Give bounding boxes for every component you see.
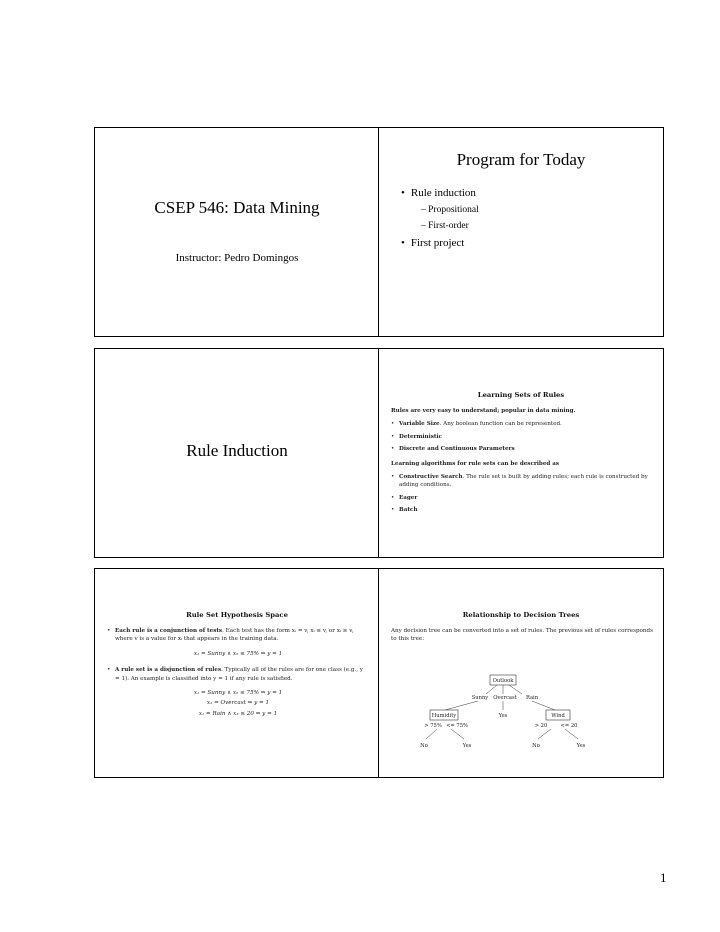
tree-branch-label: <= 20 [560,723,578,729]
sub-bullet-item [421,220,479,233]
slide-rule-induction [94,348,380,558]
tree-leaf-label: No [420,743,428,749]
slide-4-body [391,407,653,519]
sub-bullet-label: First-order [428,220,469,231]
dash-icon: – [421,220,426,231]
tree-branch-label: Rain [525,695,539,701]
formula: x₁ = Sunny ∧ x₂ ≤ 75% ⇒ y = 1 [193,650,283,657]
bullet-item [401,236,479,251]
formula: x₁ = Overcast ⇒ y = 1 [206,700,270,707]
tree-leaf-label: Yes [462,743,472,749]
formula-block [107,689,369,718]
sub-bullet-label: Propositional [428,204,479,215]
slide-2-bullets [401,184,479,251]
tree-leaf-label: Yes [498,713,508,719]
tree-leaf-label: Yes [576,743,586,749]
bullet-label: First project [410,237,465,250]
bullet-label: Rule induction [410,187,476,199]
tree-node-root-label: Outlook [492,678,514,684]
slide-1-title: CSEP 546: Data Mining [154,198,320,217]
list-item: • Variable Size. Any boolean function can be represented. [391,420,653,428]
list-item: • Deterministic [391,433,653,441]
tree-branch-label: Overcast [493,695,517,701]
tree-branch-label: > 75% [424,723,442,729]
tree-branch-label: Sunny [471,695,489,701]
slide-1-subtitle: Instructor: Pedro Domingos [175,252,299,264]
list-item: • Constructive Search. The rule set is built by adding rules; each rule is constructed by adding conditions. [391,473,653,490]
bullet-icon: • [401,187,405,199]
intro-text: Learning algorithms for rule sets can be described as [391,460,560,467]
slide-hypothesis-space [94,568,380,778]
slide-4-title: Learning Sets of Rules [477,391,565,399]
list-item: • Eager [391,494,653,502]
page-number: 1 [660,870,667,885]
slide-6-title: Relationship to Decision Trees [462,611,580,619]
slide-program [378,127,664,337]
tree-node-label: Humidity [431,713,457,719]
decision-tree [379,569,663,777]
slide-decision-trees [378,568,664,778]
list-item: • Discrete and Continuous Parameters [391,445,653,453]
slide-title [94,127,380,337]
slide-learning-sets [378,348,664,558]
tree-leaf-label: No [532,743,540,749]
formula: x₁ = Sunny ∧ x₂ ≤ 75% ⇒ y = 1 [193,689,283,696]
list-item: • A rule set is a disjunction of rules. Typically all of the rules are for one class (e.g., y = 1). An example is classified into y = 1 if any rule is satisfied. [107,666,369,683]
list-item: • Each rule is a conjunction of tests. Each test has the form xᵢ = v, xᵢ ≤ v, or xᵢ ≥ v, where v is a value for xᵢ that appears in the training data. [107,627,369,644]
bullet-icon: • [401,237,405,250]
tree-branch-label: <= 75% [446,723,468,729]
slide-6-text: Any decision tree can be converted into a set of rules. The previous set of rules corresponds to this tree: [391,628,653,643]
slide-2-title: Program for Today [456,150,586,169]
tree-node-label: Wind [551,713,565,719]
sub-bullet-item [421,204,479,217]
slide-3-title: Rule Induction [186,441,288,460]
dash-icon: – [421,204,426,215]
bullet-item [401,186,479,201]
intro-text: Rules are very easy to understand; popular in data mining. [391,408,576,414]
slide-5-title: Rule Set Hypothesis Space [186,611,288,619]
list-item: • Batch [391,506,653,514]
tree-branch-label: > 20 [534,723,548,729]
formula: x₁ = Rain ∧ x₃ ≤ 20 ⇒ y = 1 [198,710,278,717]
slide-5-body [107,627,369,726]
